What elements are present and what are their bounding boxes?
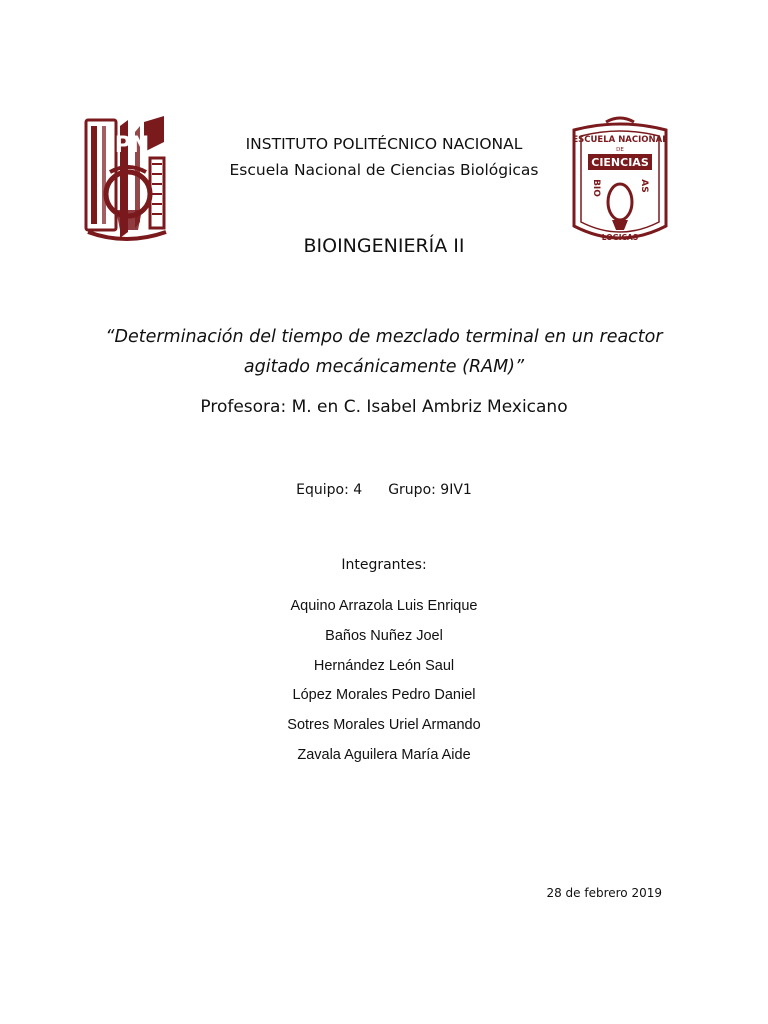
institute-header <box>0 131 768 183</box>
professor-line: Profesora: M. en C. Isabel Ambriz Mexicano <box>200 397 568 417</box>
member-name: Aquino Arrazola Luis Enrique <box>290 598 478 614</box>
ipn-logo-text: IPN <box>106 133 150 158</box>
encb-logo-right-text: AS <box>639 179 649 193</box>
subject-title: BIOINGENIERÍA II <box>303 235 465 257</box>
document-title <box>100 322 668 382</box>
document-date: 28 de febrero 2019 <box>546 886 662 900</box>
member-name: Zavala Aguilera María Aide <box>297 746 471 763</box>
member-name: Sotres Morales Uriel Armando <box>287 717 481 734</box>
group-number: Grupo: 9IV1 <box>388 482 472 498</box>
members-heading: Integrantes: <box>341 557 427 573</box>
document-title-line: agitado mecánicamente (RAM)” <box>243 357 525 377</box>
encb-logo-top-text: ESCUELA NACIONAL <box>572 135 668 145</box>
encb-logo-bottom-text: LOGICAS <box>601 233 639 242</box>
team-line <box>0 482 768 498</box>
team-number: Equipo: 4 <box>296 482 363 498</box>
encb-logo-small-text: DE <box>616 147 624 153</box>
school-name: Escuela Nacional de Ciencias Biológicas <box>229 161 539 179</box>
document-title-line: “Determinación del tiempo de mezclado terminal en un reactor <box>105 327 663 347</box>
members-list <box>0 592 768 771</box>
encb-logo-band-text: CIENCIAS <box>591 156 649 169</box>
institute-name: INSTITUTO POLITÉCNICO NACIONAL <box>245 135 523 153</box>
encb-logo-left-text: BIO <box>591 179 601 197</box>
member-name: López Morales Pedro Daniel <box>292 687 476 704</box>
member-name: Hernández León Saul <box>313 657 455 674</box>
member-name: Baños Nuñez Joel <box>325 627 443 644</box>
